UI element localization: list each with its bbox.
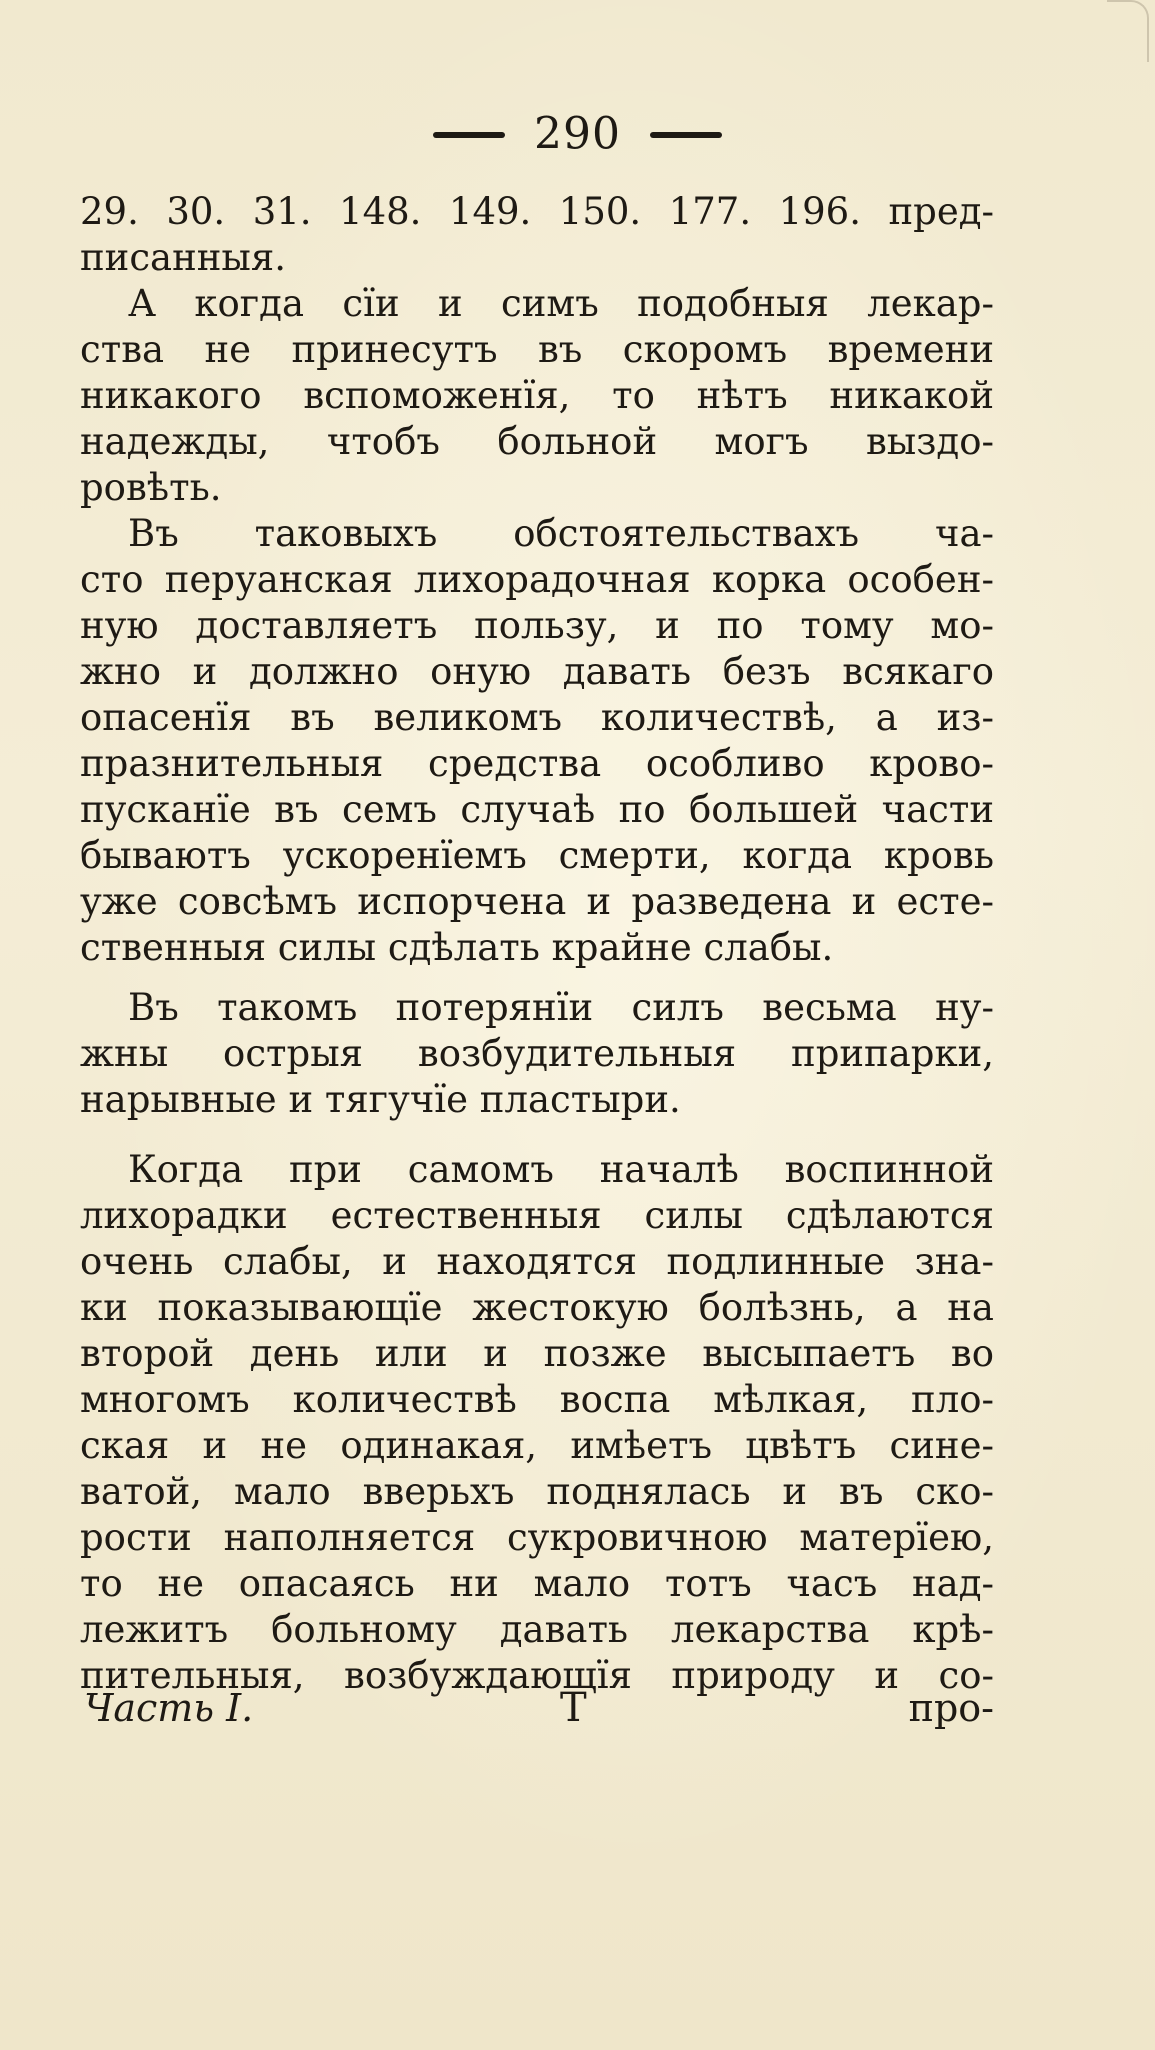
paragraph — [80, 1147, 994, 1699]
text-line: сто перуанская лихорадочная корка особен- — [80, 558, 994, 601]
text-line: жны острыя возбудительныя припарки, — [80, 1032, 994, 1075]
text-line: второй день или и позже высыпаетъ во — [80, 1332, 994, 1375]
paragraph — [80, 511, 994, 971]
page-corner-mark — [1107, 0, 1149, 62]
text-line: лихорадки естественныя силы сдѣлаются — [80, 1194, 994, 1237]
signature-mark: Т — [560, 1685, 587, 1731]
text-line: надежды, чтобъ больной могъ выздо- — [80, 420, 994, 463]
text-line: рости наполняется сукровичною матерїею, — [80, 1516, 994, 1559]
body-text — [80, 189, 994, 1699]
header-dash-right — [650, 132, 722, 138]
header-dash-left — [433, 132, 505, 138]
text-line: очень слабы, и находятся подлинные зна- — [80, 1240, 994, 1283]
text-line: Въ таковыхъ обстоятельствахъ ча- — [128, 512, 994, 555]
paragraph-gap — [80, 971, 994, 985]
catchword: про- — [908, 1686, 994, 1730]
text-line: то не опасаясь ни мало тотъ часъ над- — [80, 1562, 994, 1605]
text-line: пительныя, возбуждающїя природу и со- — [80, 1654, 994, 1697]
text-line: ную доставляетъ пользу, и по тому мо- — [80, 604, 994, 647]
text-line: ственныя силы сдѣлать крайне слабы. — [80, 926, 834, 969]
text-line: празнительныя средства особливо крово- — [80, 742, 994, 785]
text-line: бываютъ ускоренїемъ смерти, когда кровь — [80, 834, 994, 877]
text-line: писанныя. — [80, 236, 286, 279]
text-line: ская и не одинакая, имѣетъ цвѣтъ сине- — [80, 1424, 994, 1467]
text-line: лежитъ больному давать лекарства крѣ- — [80, 1608, 994, 1651]
text-line: Въ такомъ потерянїи силъ весьма ну- — [128, 986, 994, 1029]
page-number: 290 — [534, 108, 621, 160]
text-line: опасенїя въ великомъ количествѣ, а из- — [80, 696, 994, 739]
volume-label: Часть I. — [84, 1686, 254, 1730]
text-line: ства не принесутъ въ скоромъ времени — [80, 328, 994, 371]
page-footer — [80, 1682, 994, 1734]
text-line: 29. 30. 31. 148. 149. 150. 177. 196. пред- — [80, 190, 994, 233]
paragraph — [80, 985, 994, 1123]
page-header — [0, 104, 1155, 163]
text-line: никакого вспоможенїя, то нѣтъ никакой — [80, 374, 994, 417]
text-line: уже совсѣмъ испорчена и разведена и есте- — [80, 880, 994, 923]
text-line: пусканїе въ семъ случаѣ по большей части — [80, 788, 994, 831]
text-line: ровѣть. — [80, 466, 222, 509]
text-line: А когда сїи и симъ подобныя лекар- — [128, 282, 994, 325]
text-line: жно и должно оную давать безъ всякаго — [80, 650, 994, 693]
text-line: нарывные и тягучїе пластыри. — [80, 1078, 681, 1121]
text-line: Когда при самомъ началѣ воспинной — [128, 1148, 994, 1191]
paragraph — [80, 281, 994, 511]
text-line: ватой, мало вверьхъ поднялась и въ ско- — [80, 1470, 994, 1513]
text-line: многомъ количествѣ воспа мѣлкая, пло- — [80, 1378, 994, 1421]
paragraph-gap — [80, 1123, 994, 1147]
paragraph — [80, 189, 994, 281]
text-line: ки показывающїе жестокую болѣзнь, а на — [80, 1286, 994, 1329]
